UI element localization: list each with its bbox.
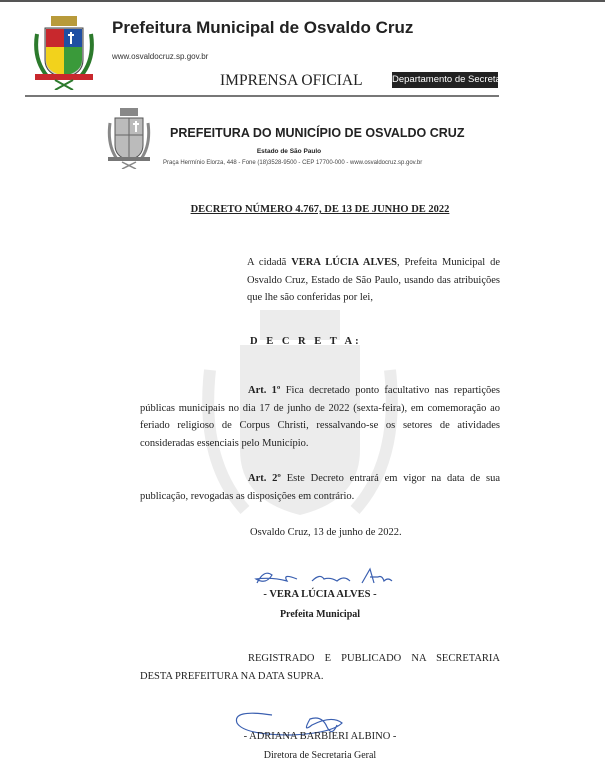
signer-2-name: - ADRIANA BARBIERI ALBINO - [243, 731, 397, 742]
article-2-label: Art. 2º [248, 473, 281, 484]
preamble-prefix: A cidadã [247, 257, 292, 268]
site-url[interactable]: www.osvaldocruz.sp.gov.br [112, 52, 209, 61]
registration-note: REGISTRADO E PUBLICADO NA SECRETARIA DESTA PREFEITURA NA DATA SUPRA. [140, 653, 500, 682]
header-divider [25, 95, 499, 97]
signer-2-role: Diretora de Secretaria Geral [263, 750, 377, 761]
decree-date: Osvaldo Cruz, 13 de junho de 2022. [250, 527, 402, 538]
signer-1-name: - VERA LÚCIA ALVES - [263, 589, 377, 600]
letterhead-title: PREFEITURA DO MUNICÍPIO DE OSVALDO CRUZ [170, 126, 465, 140]
letterhead-coat-of-arms-icon [107, 107, 151, 169]
top-border [0, 0, 605, 2]
article-2-text: Este Decreto entrará em vigor na data de sua publicação, revogadas as disposições em contrário. [140, 473, 500, 502]
article-2 [140, 470, 500, 505]
site-title: Prefeitura Municipal de Osvaldo Cruz [112, 18, 414, 37]
signer-1-role: Prefeita Municipal [279, 609, 361, 620]
article-1 [140, 382, 500, 452]
mayor-name: VERA LÚCIA ALVES [291, 257, 397, 268]
decreta-heading: D E C R E T A: [250, 336, 362, 347]
coat-of-arms-icon [33, 14, 95, 90]
decree-preamble [247, 254, 500, 307]
decree-title: DECRETO NÚMERO 4.767, DE 13 DE JUNHO DE 2022 [190, 204, 450, 215]
preamble-text: , Prefeita Municipal de Osvaldo Cruz, Estado de São Paulo, usando das atribuições que lhe são conferidas por lei, [247, 257, 500, 303]
imprensa-oficial-label: IMPRENSA OFICIAL [220, 72, 363, 89]
article-1-label: Art. 1º [248, 385, 281, 396]
department-badge: Departamento de Secretaria Geral [392, 72, 498, 88]
letterhead-state: Estado de São Paulo [256, 148, 322, 155]
article-1-text: Fica decretado ponto facultativo nas repartições públicas municipais no dia 17 de junho de 2022 (sexta-feira), em comemoração ao feriado religioso de Corpus Christi, ressalvando-se os setores de atividades consideradas essenciais pelo Município. [140, 385, 500, 449]
letterhead-address: Praça Hermínio Elorza, 448 - Fone (18)3528-9500 - CEP 17700-000 - www.osvaldocruz.sp.gov.br [163, 160, 423, 166]
